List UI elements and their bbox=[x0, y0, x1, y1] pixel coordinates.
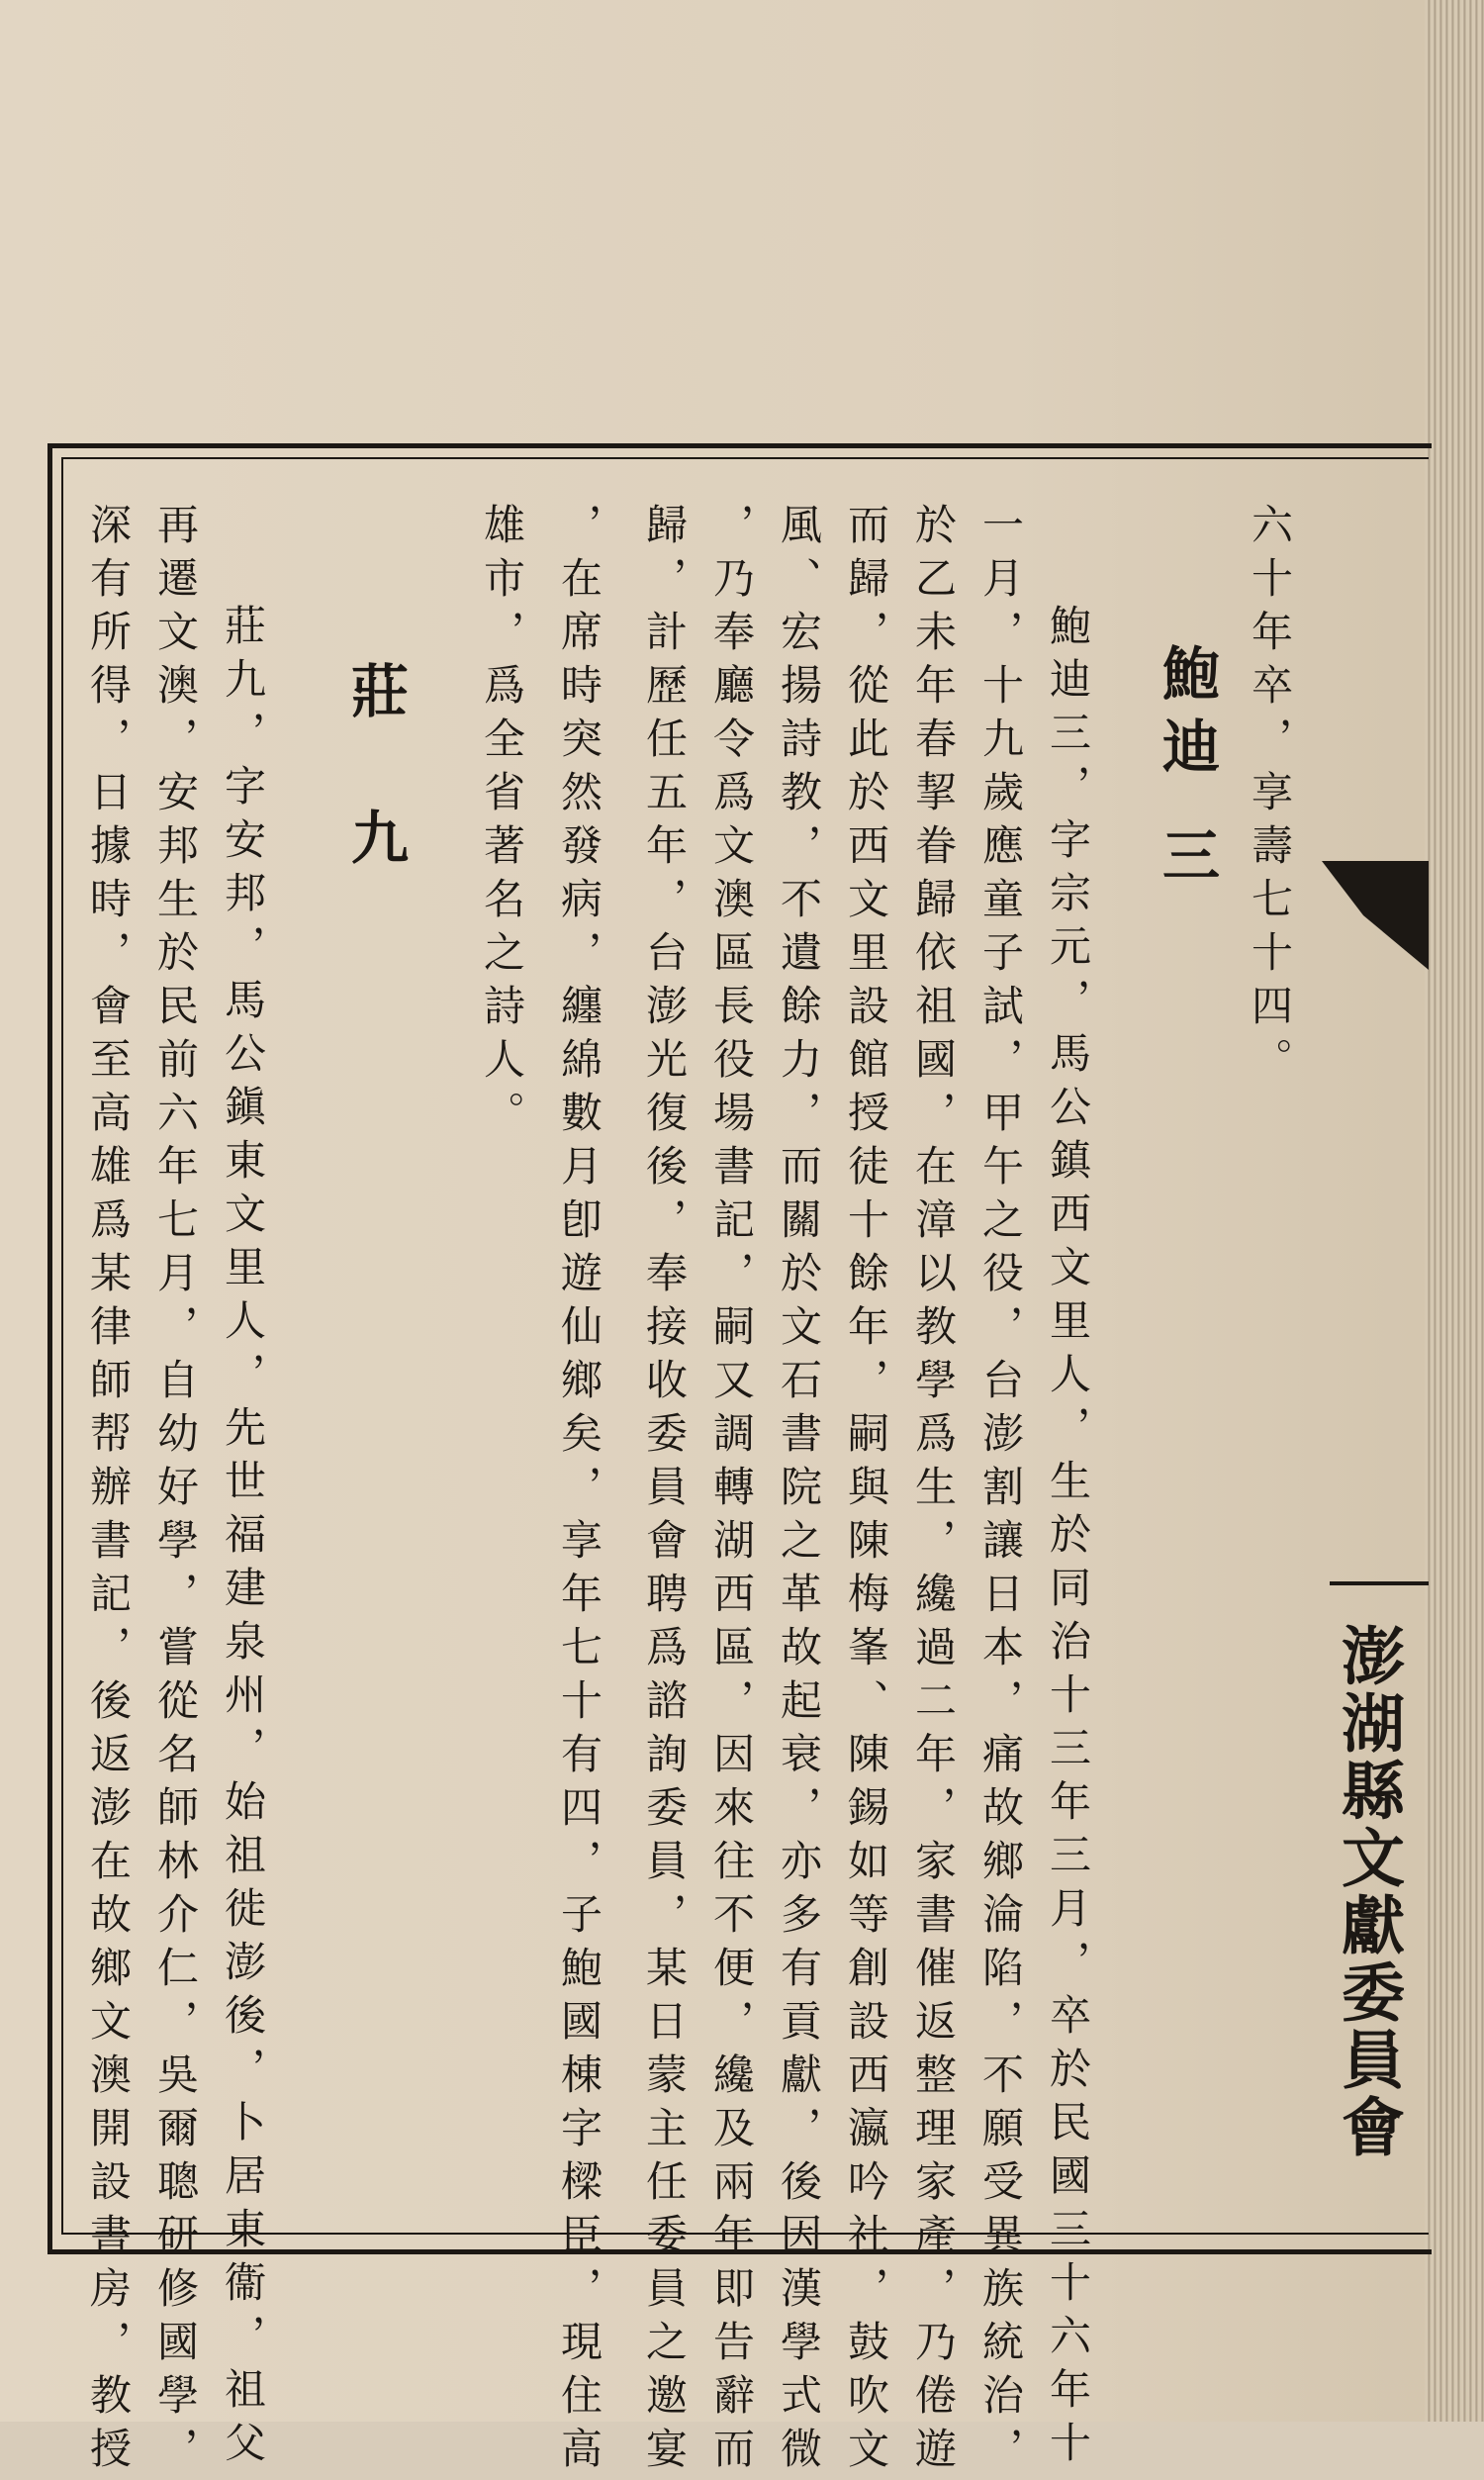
text-line: 深有所得，日據時，會至高雄爲某律師帮辦書記，後返澎在故鄉文澳開設書房，教授 bbox=[84, 503, 133, 2480]
text-line: ，在席時突然發病，纏綿數月卽遊仙鄉矣，享年七十有四，子鮑國棟字樑臣，現住高 bbox=[555, 503, 603, 2480]
text-line: 風、宏揚詩教，不遺餘力，而關於文石書院之革故起衰，亦多有貢獻，後因漢學式微 bbox=[775, 503, 823, 2480]
section-heading: 鮑迪 三 bbox=[1153, 643, 1220, 900]
book-page-edges bbox=[1425, 0, 1484, 2422]
section-heading: 莊 九 bbox=[341, 661, 409, 881]
margin-fishtail-icon bbox=[1322, 861, 1429, 970]
text-line: 六十年卒，享壽七十四。 bbox=[1246, 503, 1294, 1091]
margin-rule bbox=[1330, 1581, 1429, 1593]
text-line: 歸，計歷任五年，台澎光復後，奉接收委員會聘爲諮詢委員，某日蒙主任委員之邀宴 bbox=[640, 503, 689, 2480]
text-line: 於乙未年春挈眷歸依祖國，在漳以教學爲生，纔過二年，家書催返整理家產，乃倦遊 bbox=[909, 503, 958, 2480]
margin-title: 澎湖縣文獻委員會 bbox=[1331, 1623, 1405, 2161]
text-line: 一月，十九歲應童子試，甲午之役，台澎割讓日本，痛故鄉淪陷，不願受異族統治， bbox=[976, 503, 1025, 2480]
text-line: 莊九，字安邦，馬公鎭東文里人，先世福建泉州，始祖徙澎後，卜居東衞，祖父 bbox=[219, 604, 267, 2474]
text-line: 雄市，爲全省著名之詩人。 bbox=[478, 503, 526, 1144]
text-line: 再遷文澳，安邦生於民前六年七月，自幼好學，嘗從名師林介仁，吳爾聰研修國學， bbox=[151, 503, 200, 2480]
text-line: ，乃奉廳令爲文澳區長役場書記，嗣又調轉湖西區，因來往不便，纔及兩年即告辭而 bbox=[707, 503, 756, 2480]
text-line: 而歸，從此於西文里設館授徒十餘年，嗣與陳梅峯、陳錫如等創設西瀛吟社，鼓吹文 bbox=[842, 503, 890, 2480]
text-line: 鮑迪三，字宗元，馬公鎮西文里人，生於同治十三年三月，卒於民國三十六年十 bbox=[1044, 604, 1092, 2474]
